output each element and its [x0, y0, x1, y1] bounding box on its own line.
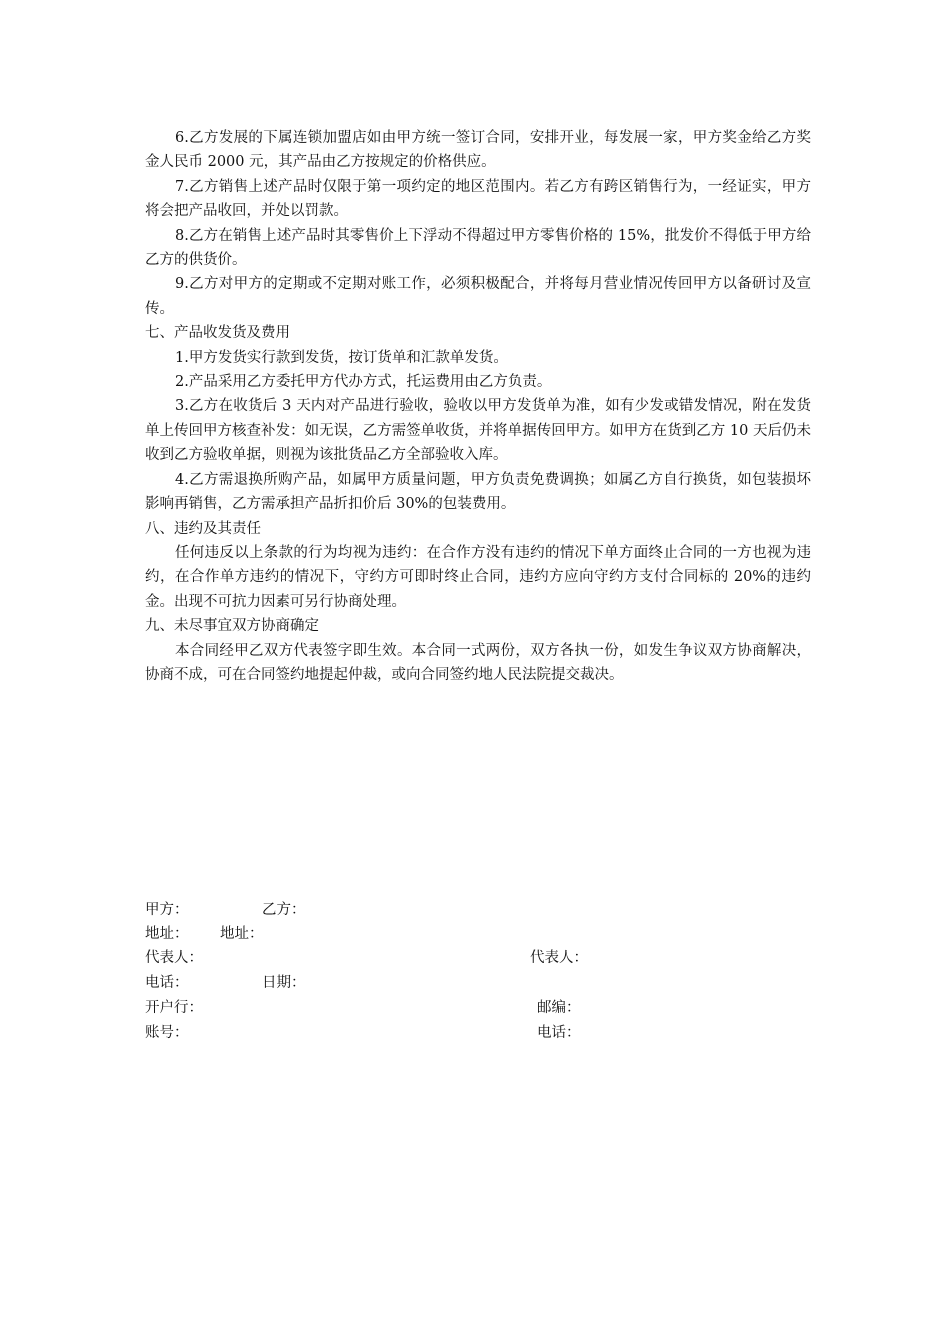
representative-b-label: 代表人： — [530, 950, 588, 966]
section-8-heading: 八、违约及其责任 — [145, 520, 261, 537]
date-label: 日期： — [262, 975, 306, 991]
clause-7-3: 3.乙方在收货后 3 天内对产品进行验收，验收以甲方发货单为准，如有少发或错发情况，附在发货单上传回甲方核查补发：如无误，乙方需签单收货，并将单据传回甲方。如甲方在货到乙方 10 天后仍未收到乙方验收单据，则视为该批货品乙方全部验收入库。 — [145, 398, 811, 464]
phone-b-label: 电话： — [537, 1025, 581, 1041]
clause-7-4: 4.乙方需退换所购产品，如属甲方质量问题，甲方负责免费调换；如属乙方自行换货，如包装损坏影响再销售，乙方需承担产品折扣价后 30%的包装费用。 — [145, 471, 811, 513]
clause-6-9: 9.乙方对甲方的定期或不定期对账工作，必须积极配合，并将每月营业情况传回甲方以备研讨及宣传。 — [145, 276, 811, 317]
address-a-label: 地址： — [145, 926, 189, 942]
representative-a-label: 代表人： — [145, 950, 203, 966]
clause-6-6: 6.乙方发展的下属连锁加盟店如由甲方统一签订合同，安排开业，每发展一家，甲方奖金给乙方奖金人民币 2000 元，其产品由乙方按规定的价格供应。 — [145, 130, 811, 171]
postcode-label: 邮编： — [537, 1000, 581, 1016]
clause-7-1: 1.甲方发货实行款到发货，按订货单和汇款单发货。 — [175, 349, 508, 366]
clause-6-7: 7.乙方销售上述产品时仅限于第一项约定的地区范围内。若乙方有跨区销售行为，一经证实，甲方将会把产品收回，并处以罚款。 — [145, 178, 811, 220]
clause-7-2: 2.产品采用乙方委托甲方代办方式，托运费用由乙方负责。 — [175, 374, 552, 391]
section-9-heading: 九、未尽事宜双方协商确定 — [145, 618, 319, 635]
party-a-label: 甲方： — [145, 902, 189, 918]
clause-9-body: 本合同经甲乙双方代表签字即生效。本合同一式两份，双方各执一份，如发生争议双方协商解决，协商不成，可在合同签约地提起仲裁，或向合同签约地人民法院提交裁决。 — [145, 642, 811, 683]
contract-body — [145, 126, 811, 687]
phone-a-label: 电话： — [145, 975, 189, 991]
clause-6-8: 8.乙方在销售上述产品时其零售价上下浮动不得超过甲方零售价格的 15%，批发价不得低于甲方给乙方的供货价。 — [145, 227, 811, 269]
bank-label: 开户行： — [145, 1000, 203, 1016]
clause-8-body: 任何违反以上条款的行为均视为违约：在合作方没有违约的情况下单方面终止合同的一方也视为违约，在合作单方违约的情况下，守约方可即时终止合同，违约方应向守约方支付合同标的 20%的违约金。出现不可抗力因素可另行协商处理。 — [145, 544, 811, 610]
address-b-label: 地址： — [220, 926, 264, 942]
section-7-heading: 七、产品收发货及费用 — [145, 325, 290, 342]
party-b-label: 乙方： — [262, 902, 306, 918]
account-label: 账号： — [145, 1025, 189, 1041]
